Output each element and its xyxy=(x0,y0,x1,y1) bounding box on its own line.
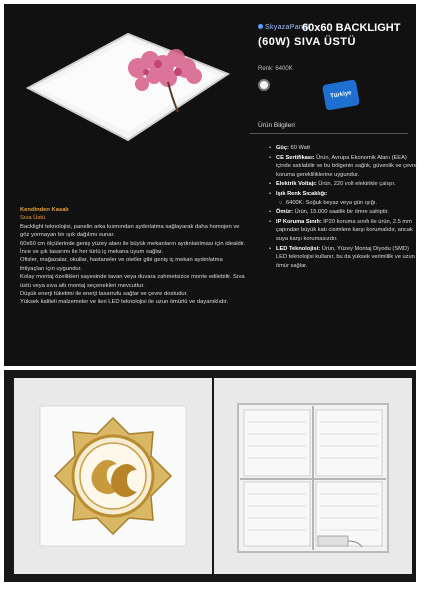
spec-item xyxy=(276,218,418,244)
back-frame-image xyxy=(214,378,412,574)
spec-key: LED Teknolojisi: xyxy=(276,245,321,252)
description-paragraph: Kolay montaj özellikleri sayesinde tavan veya duvara zahmetsizce monte edilebilir. Sıva üstü veya sıva altı montaj seçenekleri mevcuttur. xyxy=(20,274,245,289)
spec-key: CE Sertifikası: xyxy=(276,154,315,161)
turkiye-badge: Türkiye xyxy=(322,79,360,111)
description-paragraph: Ofisler, mağazalar, okullar, hastaneler ve oteller gibi geniş iç mekan aydınlatma ihtiyaçları için uygundur. xyxy=(20,257,223,272)
brand-dot-icon xyxy=(258,24,263,29)
spec-item xyxy=(276,154,418,180)
spec-value: Ürün, Yüzey Montaj Diyodu (SMD) LED teknolojisi kullanır, bu da yüksek verimlilik ve uzun ömür sağlar. xyxy=(276,245,415,269)
spec-value: Ürün, Avrupa Ekonomik Alanı (EEA) içinde satılabilir ve bu bölgenin sağlık, güvenlik ve çevre koruma gerekliliklerine uygundur. xyxy=(276,154,418,178)
color-swatch-6400k[interactable] xyxy=(258,79,270,91)
spec-key: Işık Renk Sıcaklığı: xyxy=(276,190,328,197)
panel-cherry-blossom-image xyxy=(18,28,238,146)
spec-item xyxy=(276,245,418,271)
spec-value: Ürün, 220 volt elektrikle çalışır. xyxy=(316,181,396,188)
spec-value: Ürün, 15.000 saatlik bir ömre sahiptir. xyxy=(293,209,389,216)
description-paragraph: Backlight teknolojisi, panelin arka kısmından aydınlatma sağlayarak daha homojen ve göz yormayan bir ışık dağılımı sunar. xyxy=(20,223,240,239)
tab-product-info[interactable]: Ürün Bilgileri xyxy=(258,122,295,129)
product-title-line2: (60W) SIVA ÜSTÜ xyxy=(258,36,356,48)
tab-divider xyxy=(250,133,408,134)
spec-value: IP20 koruma sınıfı ile ürün, 2.5 mm çapından büyük katı cisimlere karşı korumalıdır, ancak suya karşı korumasızdır. xyxy=(276,218,413,242)
photo-front-gold-ornament xyxy=(14,378,212,574)
description-paragraph: Yüksek kaliteli malzemeler ve ileri LED teknolojisi ile uzun ömürlü ve dayanıklıdır. xyxy=(20,299,229,306)
spec-item xyxy=(276,180,418,189)
color-option-label: Renk: 6400K xyxy=(258,66,293,72)
color-temp-item: ○ 6400K: Soğuk beyaz veya gün ışığı. xyxy=(286,199,418,208)
spec-value: 60 Watt xyxy=(288,145,310,151)
spec-item xyxy=(276,144,418,153)
photo-back-frame xyxy=(214,378,412,574)
description-paragraph: Düşük enerji tüketimi ile enerji tasarrufu sağlar ve çevre dostudur. xyxy=(20,291,188,298)
spec-key: IP Koruma Sınıfı: xyxy=(276,218,322,225)
brand-name: SkyazaPanel xyxy=(265,24,310,31)
spec-key: Elektrik Voltajı: xyxy=(276,181,317,188)
spec-list xyxy=(268,144,418,271)
product-title-line1: 60x60 BACKLIGHT xyxy=(302,22,401,34)
gold-ornament-panel-image xyxy=(14,378,212,574)
description-paragraph: 60x60 cm ölçülerinde geniş yüzey alanı ile büyük mekanların aydınlatılması için idealdir. İnce ve şık tasarımı ile her türlü iç mekana uyum sağlar. xyxy=(20,240,246,256)
spec-item xyxy=(276,208,418,217)
description-heading: Kendinden Kasalı xyxy=(20,207,69,213)
product-description xyxy=(20,206,246,307)
spec-key: Ömür: xyxy=(276,209,294,216)
color-temp-sublist xyxy=(276,199,418,208)
spec-item xyxy=(276,190,418,207)
spec-key: Güç: xyxy=(276,145,289,151)
description-subheading: Sıva Üstü xyxy=(20,215,46,222)
